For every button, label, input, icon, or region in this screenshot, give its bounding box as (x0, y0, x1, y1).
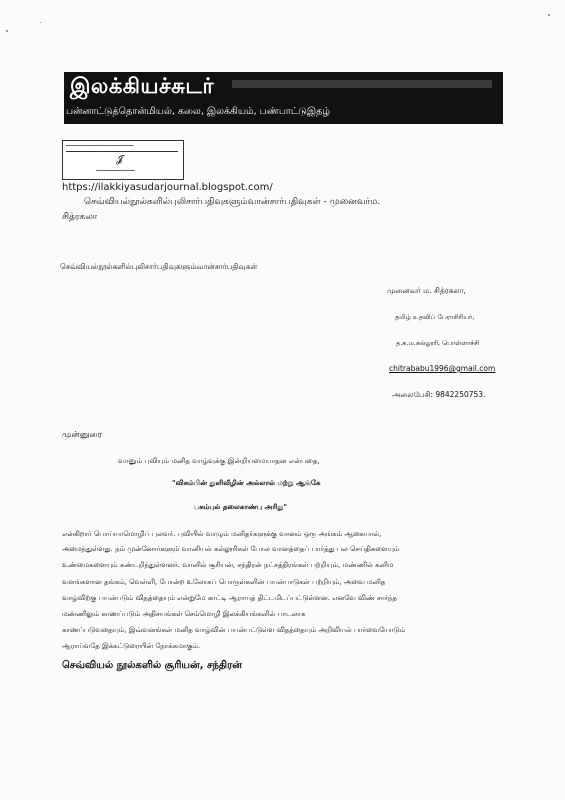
author-name: முனைவர் ம. சித்ரகலா, (387, 286, 466, 295)
quote-line-1: "விசும்பின் துளிவீழின் அல்லால் மற்று ஆங்கே (172, 479, 321, 487)
quote-line-2: பசும்புல் தலைகாண்பு அரிது" (194, 503, 288, 511)
author-department: தமிழ் உதவிப் பேராசிரியர், (395, 313, 475, 321)
article-title: செவ்வியல்நூல்களில்புலிசார்பதிவுகளும்வான்சார்பதிவுகள் - முனைவர்ம. (84, 197, 381, 207)
body-line: ஆராய்வதே இக்கட்டுரையின் நோக்கமாகும். (62, 642, 201, 650)
journal-url-link[interactable]: https://ilakkiyasudarjournal.blogspot.com/ (62, 182, 273, 193)
logo-footer-line: ━━━━━━━━━━━━━━━━ (96, 168, 135, 173)
section-heading: செவ்வியல் நூல்களில் சூரியன், சந்திரன் (62, 660, 242, 671)
author-college: த.க.ம.கல்லூரி, பொள்ளாச்சி (396, 339, 480, 347)
intro-first-line: வானும் புவியும் மனித வாழ்வுக்கு இன்றியமையாதன என்பதை, (118, 457, 320, 465)
body-line: அமைந்துள்ளது. நம் முன்னோர்களும் வானியல் கல்லூரிகள் போல வானத்தைப் பார்த்து பல செய்திகளையும் (62, 545, 400, 553)
body-line: வாழ்விற்கு பயன்படும் விதத்தையும் என்றுமே காட்டி ஆராயத் திட்டமிடப்பட்டுள்ளன. எனவே விண் சார்ந்த (62, 594, 397, 602)
scan-speck (40, 22, 41, 23)
journal-title: இலக்கியச்சுடர் (70, 74, 215, 98)
body-line: உண்மைகளையும் கண்டறிந்துள்ளனர். வானில் சூரியன், சந்திரன் நட்சத்திரங்கள் பற்றியும், மண்ணில் கனிம (62, 561, 394, 569)
scan-speck (548, 14, 550, 16)
logo-divider (66, 151, 178, 152)
scan-speck (6, 30, 8, 32)
banner-decoration (232, 80, 492, 88)
intro-heading: முன்னுரை (62, 430, 102, 440)
body-line: காணப்படுவதையும், இவ்வனங்கள் மனித வாழ்வின் பயன்பட்டுள்ள விதத்தையும் அறிவியல் பார்வையோடும் (62, 626, 406, 634)
journal-subtitle: பன்னாட்டுத்தொன்மியல், கலை, இலக்கியம், பண்பாட்டுஇதழ் (66, 106, 330, 117)
article-reference-title: செவ்வியல்நூல்களில்புலிசார்பதிவுகளும்வான்சார்பதிவுகள் (60, 262, 258, 271)
author-phone: அலைபேசி: 9842250753. (392, 390, 486, 399)
logo-signature-icon: 𝓙 (116, 154, 123, 165)
body-line: என்கிறார் பொய்யாமொழிப் புலவர். புவியில் வாழும் மனிதர்களுக்கு வானம் ஒரு அங்கம் ஆகையால், (62, 530, 382, 538)
logo-text-line: ━━━━━━━━━━━━━━━━━━━━━━━━━━━━ (66, 143, 134, 148)
author-email-link[interactable]: chitrababu1996@gmail.com (389, 364, 496, 373)
article-author-line: சித்ரகலா (62, 212, 98, 222)
body-line: வளங்களான தங்கம், வெள்ளி, போன்ற உலோகப் பொருள்களின் பயன்பாடுகள் பற்றியும், அவை மனித (62, 578, 386, 586)
body-line: மண்ணிலும் காணப்படும் அதிசயங்கள் செம்மொழி இலக்கியங்களில் பாடலாக (62, 610, 306, 618)
